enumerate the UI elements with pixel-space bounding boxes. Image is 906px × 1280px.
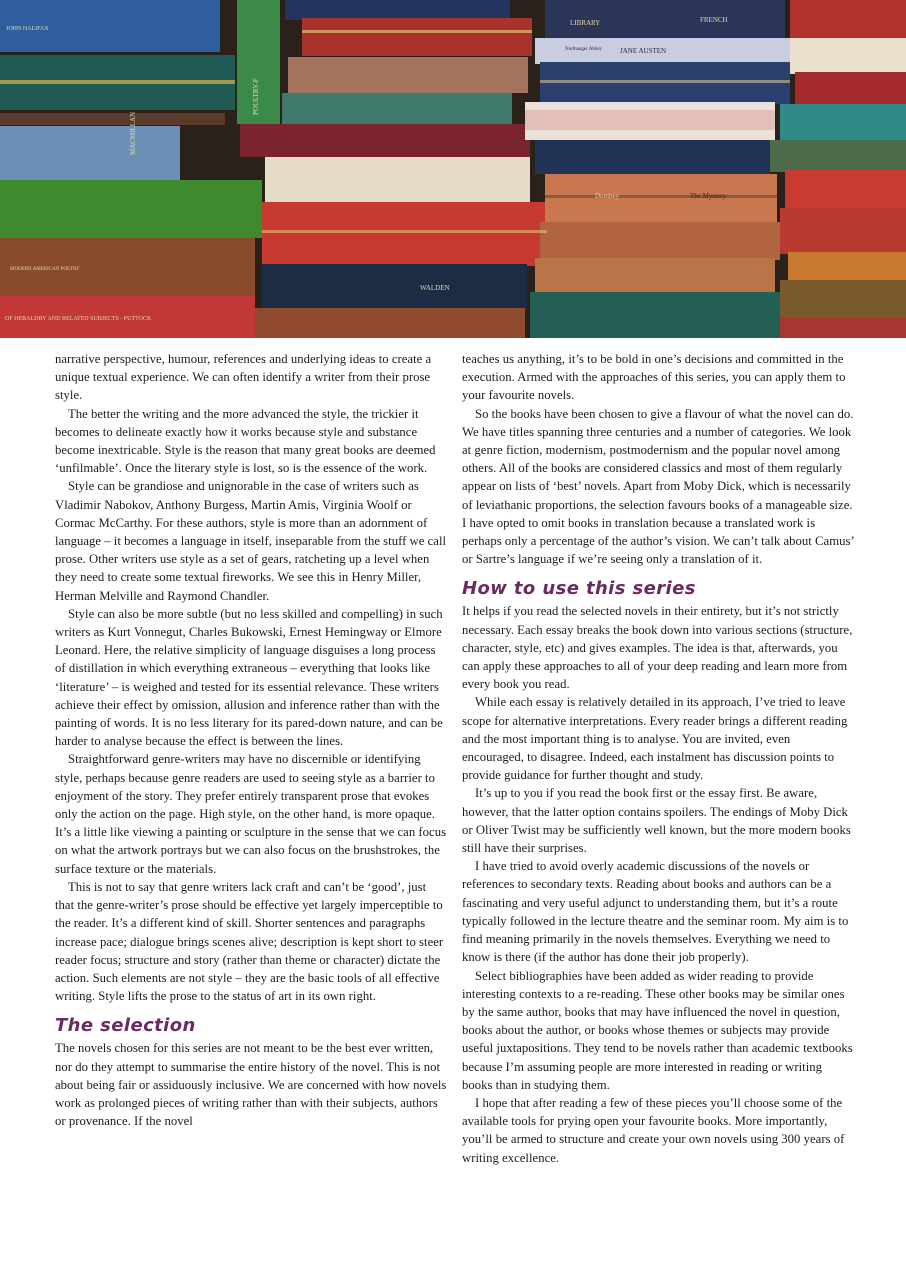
paragraph: It helps if you read the selected novels in their entirety, but it’s not strictly necessary. Each essay breaks the book down into various sections (structure, character, style, etc) and gives examples. The idea is that, afterwards, you can apply these approaches to all of your deep reading and learn more from every book you read.	[462, 604, 853, 692]
section-heading-howto: How to use this series	[462, 578, 696, 600]
paragraph: So the books have been chosen to give a flavour of what the novel can do. We have titles spanning three centuries and a number of categories. We look at genre fiction, modernism, postmodernism and the popular novel among others. All of the books are considered classics and most of them regularly appear on lists of ‘best’ novels. Apart from Moby Dick, which is necessarily of leviathanic proportions, the selection favours books of a manageable size. I have opted to omit books in translation because a translated work is perhaps only a percentage of the author’s vision. We can’t talk about Camus’ or Sartre’s language if we’re seeing only a translation of it.	[462, 406, 854, 567]
spine-label: The Mystery	[690, 192, 726, 200]
spine-label: LIBRARY	[570, 19, 601, 27]
spine-label: POULTRY-F	[252, 78, 260, 115]
paragraph: narrative perspective, humour, references and underlying ideas to create a unique textual experience. We can often identify a writer from their prose style.	[55, 352, 432, 403]
spine-label: FRENCH	[700, 16, 728, 24]
spine-label: MODERN AMERICAN POETRY	[10, 267, 80, 272]
spine-label: JOHN HALIFAX	[6, 26, 49, 32]
paragraph: Straightforward genre-writers may have no discernible or identifying style, perhaps because genre readers are used to seeing style as a barrier to enjoyment of the story. They prefer entirely transparent prose that evokes only the action on the page. High style, on the other hand, is more opaque. It’s a little like viewing a painting or sculpture in the sense that we can focus on what the artwork portrays but we can also focus on the brushstrokes, the surface texture or the materials.	[55, 752, 447, 876]
spine-label: Northanger Abbey	[565, 47, 603, 52]
paragraph: I hope that after reading a few of these pieces you’ll choose some of the available tools for prying open your favourite books. More importantly, you’ll be armed to structure and create your own novels using 300 years of writing excellence.	[462, 1095, 845, 1165]
paragraph: While each essay is relatively detailed in its approach, I’ve tried to leave scope for alternative interpretations. Every reader brings a different reading and the most important thing is to analyse. You are invited, even encouraged, to disagree. Indeed, each instalment has discussion points to provide guidance for further thought and study.	[462, 695, 848, 783]
paragraph: teaches us anything, it’s to be bold in one’s decisions and committed in the execution. Armed with the approaches of this series, you can apply them to your favourite novels.	[462, 352, 846, 403]
spine-label: JANE AUSTEN	[620, 47, 667, 55]
books-illustration	[0, 0, 906, 338]
paragraph: This is not to say that genre writers lack craft and can’t be ‘good’, just that the genre-writer’s prose should be effective yet largely imperceptible to the reader. It’s a different kind of skill. Shorter sentences and paragraphs increase pace; dialogue brings scenes alive; description is kept short to steer reader focus; structure and story (rather than theme or character) dictate the action. Such elements are not style – they are the basic tools of all effective writing. Style lifts the prose to the status of art in its own right.	[55, 879, 444, 1004]
paragraph: Style can also be more subtle (but no less skilled and compelling) in such writers as Kurt Vonnegut, Charles Bukowski, Ernest Hemingway or Elmore Leonard. Here, the relative simplicity of language disguises a long process of distillation in which everything extraneous – everything that looks like ‘literature’ – is weighed and tested for its essential relevance. These writers achieve their effect by omission, allusion and inference rather than with the painting of words. It is no less literary for its pared-down nature, and can be harder to analyse because the effect is between the lines.	[55, 606, 443, 749]
paragraph: I have tried to avoid overly academic discussions of the novels or references to secondary texts. Reading about books and authors can be a fascinating and very useful adjunct to understanding them, but it’s a route typically followed in the lecture theatre and the seminar room. My aim is to find meaning primarily in the novels themselves. Everything we need to know is there (if the author has done their job properly).	[462, 859, 849, 965]
paragraph: Select bibliographies have been added as wider reading to provide interesting contexts to a re-reading. These other books may be similar ones by the same author, books that may have influenced the novel in question, books about the author, or books whose themes or subjects may provide useful juxtapositions. They tend to be novels rather than academic textbooks because I’m assuming people are more interested in reading or writing books than in studying them.	[462, 968, 853, 1092]
paragraph: It’s up to you if you read the book first or the essay first. Be aware, however, that the latter option contains spoilers. The endings of Moby Dick or Oliver Twist may be sufficiently well known, but the more modern books still have their surprises.	[462, 786, 851, 856]
left-column	[55, 350, 447, 1130]
section-heading-selection: The selection	[55, 1015, 196, 1037]
books-stack-photo	[0, 0, 906, 338]
paragraph: The better the writing and the more advanced the style, the trickier it becomes to delineate exactly how it works because style and substance become inextricable. Style is the reason that many great books are deemed ‘unfilmable’. Once the literary style is lost, so is the essence of the work.	[55, 406, 436, 476]
right-column	[462, 350, 854, 1167]
paragraph: Style can be grandiose and unignorable in the case of writers such as Vladimir Nabokov, Anthony Burgess, Martin Amis, Virginia Woolf or Cormac McCarthy. For these authors, style is more than an adornment of language – it becomes a language in itself, inseparable from the stuff we call prose. Other writers use style as a set of gears, ratcheting up a level when they need to create some textual fireworks. We see this in Henry Miller, Herman Melville and Raymond Chandler.	[55, 479, 447, 603]
paragraph: The novels chosen for this series are not meant to be the best ever written, nor do they attempt to summarise the entire history of the novel. This is not about being fair or assiduously inclusive. We are concerned with how novels work as prolonged pieces of writing rather than with their subjects, authors or provenance. If the novel	[55, 1041, 447, 1129]
spine-label: WALDEN	[420, 284, 450, 292]
spine-label: MACMILLAN	[129, 111, 137, 155]
spine-label: OF HERALDRY AND RELATED SUBJECTS - PUTTOCK	[5, 316, 152, 322]
spine-label: Dombey	[595, 192, 620, 200]
